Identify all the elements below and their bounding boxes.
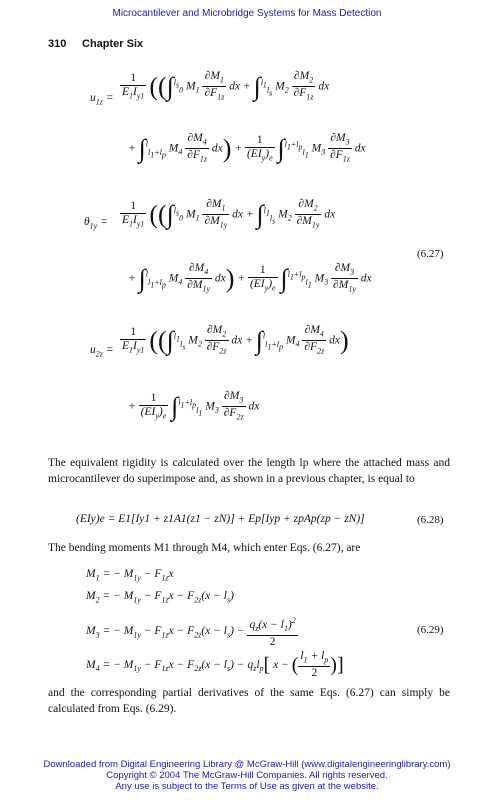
page-number: 310	[48, 38, 67, 50]
paragraph-bending-moments: The bending moments M1 through M4, which enter Eqs. (6.27), are	[48, 542, 361, 554]
eq-6-28: (EIy)e = E1[Iy1 + z1A1(z1 − zN)] + Ep[Iyp + zpAp(zp − zN)]	[76, 513, 365, 525]
paragraph-rigidity: The equivalent rigidity is calculated over the length lp where the attached mass and microcantilever do superimpose and, as shown in a previous chapter, is equal to	[48, 457, 450, 485]
footer-terms: Any use is subject to the Terms of Use as given at the website.	[115, 781, 379, 792]
theta1y-line1: $\frac{1}{E_1I_{y1}}$ ((∫$^{l_s}_0$ $M_1$ $\frac{\partial M_1}{\partial M_{1y}}$ dx + ∫$^{l_1}_{l_s}$ $M_2$ $\frac{\partial M_2}{\partial M_{1y}}$ dx	[122, 198, 336, 230]
chapter-label: Chapter Six	[82, 38, 144, 50]
u1z-lhs: $u_{1z}$ =	[90, 92, 114, 107]
m3-equation: $M_3$ = − $M_{1y} - F_{1z}x - F_{2z}(x - l_s)$ − $\frac{q_z(x - l_1)^2}{2}$	[86, 616, 296, 649]
paragraph-derivatives: and the corresponding partial derivatives of the same Eqs. (6.27) can simply be calculated from Eqs. (6.29).	[48, 687, 450, 715]
running-title: Microcantilever and Microbridge Systems for Mass Detection	[112, 8, 382, 19]
theta1y-line2: + ∫$^l_{l_1+l_p}$ $M_4$ $\frac{\partial M_4}{\partial M_{1y}}$ dx) + $\frac{1}{(EI_y)_e}$ ∫$^{l_1+l_p}_{l_1}$ $M_3$ $\frac{\partial M_3}{\partial M_{1y}}$ dx	[128, 262, 372, 294]
footer-copyright: Copyright © 2004 The McGraw-Hill Companies. All rights reserved.	[106, 770, 388, 781]
footer-download-link[interactable]: Downloaded from Digital Engineering Library @ McGraw-Hill (www.digitalengineeringlibrary.com)	[43, 759, 451, 770]
theta1y-lhs: $\theta_{1y}$ =	[84, 216, 108, 231]
eq-6-29-number: (6.29)	[417, 624, 444, 636]
u1z-line1: $\frac{1}{E_1I_{y1}}$ ((∫$^{l_s}_0$ $M_1$ $\frac{\partial M_1}{\partial F_{1z}}$ dx + ∫$^{l_1}_{l_s}$ $M_2$ $\frac{\partial M_2}{\partial F_{1z}}$ dx	[122, 70, 330, 102]
m4-equation: $M_4$ = − $M_{1y} - F_{1z}x - F_{2z}(x - l_s) - q_zl_p$[ x − ( $\frac{l_1 + l_p}{2}$ )]	[86, 650, 344, 680]
eq-6-28-number: (6.28)	[417, 514, 444, 526]
u2z-line1: $\frac{1}{E_1I_{y1}}$ ((∫$^{l_1}_{l_s}$ $M_2$ $\frac{\partial M_2}{\partial F_{2z}}$ dx + ∫$^l_{l_1+l_p}$ $M_4$ $\frac{\partial M_4}{\partial F_{2z}}$ dx)	[122, 324, 349, 356]
u2z-line2: + $\frac{1}{(EI_y)_e}$ ∫$^{l_1+l_p}_{l_1}$ $M_3$ $\frac{\partial M_3}{\partial F_{2z}}$ dx	[128, 390, 260, 422]
m2-equation: $M_2$ = − $M_{1y} - F_{1z}x - F_{2z}(x - l_s)$	[86, 590, 234, 605]
eq-6-27-number: (6.27)	[417, 248, 444, 260]
u2z-lhs: $u_{2z}$ =	[90, 344, 114, 359]
m1-equation: $M_1$ = − $M_{1y} - F_{1z}x$	[86, 568, 174, 583]
u1z-line2: + ∫$^l_{l_1+l_p}$ $M_4$ $\frac{\partial M_4}{\partial F_{1z}}$ dx) + $\frac{1}{(EI_y)_e}$ ∫$^{l_1+l_p}_{l_1}$ $M_3$ $\frac{\partial M_3}{\partial F_{1z}}$ dx	[128, 132, 366, 164]
